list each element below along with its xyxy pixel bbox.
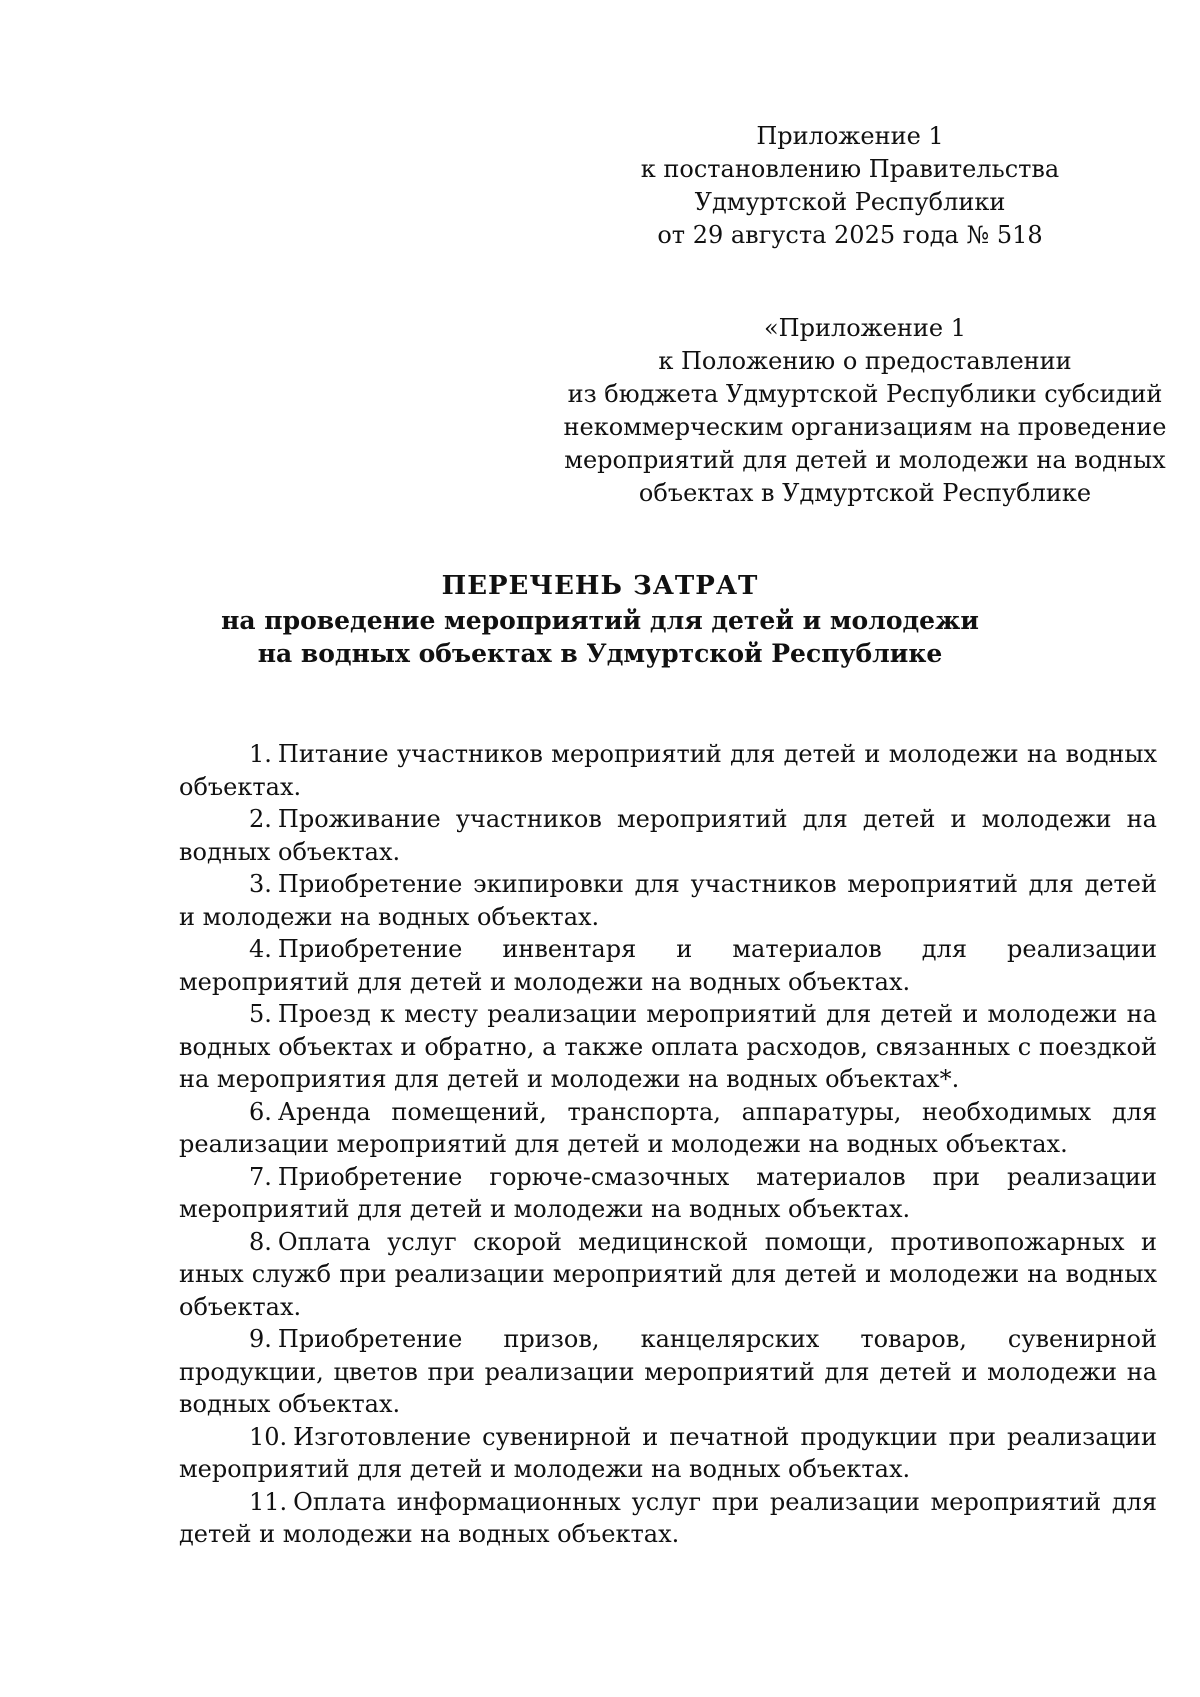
item-number: 4. [249,935,272,963]
cost-items-list [179,738,1157,1551]
list-item [179,738,1157,803]
item-number: 1. [249,740,272,768]
item-text: Изготовление сувенирной и печатной продукции при реализации мероприятий для детей и молодежи на водных объектах. [179,1422,1157,1483]
item-number: 2. [249,805,272,833]
list-item [179,998,1157,1096]
item-text: Приобретение инвентаря и материалов для реализации мероприятий для детей и молодежи на водных объектах. [179,935,1157,996]
list-item [179,1096,1157,1161]
item-number: 7. [249,1162,272,1191]
item-text: Приобретение горюче-смазочных материалов при реализации мероприятий для детей и молодежи на водных объектах. [179,1162,1157,1223]
item-number: 6. [249,1097,272,1126]
list-item [179,868,1157,933]
item-text: Аренда помещений, транспорта, аппаратуры, необходимых для реализации мероприятий для детей и молодежи на водных объектах. [179,1097,1157,1158]
annex-to-regulation-heading [560,312,1170,510]
list-item [179,1323,1157,1421]
annex-line: Приложение 1 [756,122,944,150]
item-number: 8. [249,1227,272,1256]
title-subline: на водных объектах в Удмуртской Республике [257,639,943,668]
list-item [179,1486,1157,1551]
annex-line: к постановлению Правительства [640,155,1060,183]
item-number: 9. [249,1325,272,1353]
list-item [179,1161,1157,1226]
list-item [179,803,1157,868]
item-text: Оплата информационных услуг при реализации мероприятий для детей и молодежи на водных объектах. [179,1487,1157,1548]
document-title [0,570,1200,670]
title-main: ПЕРЕЧЕНЬ ЗАТРАТ [441,571,759,601]
annex-line: объектах в Удмуртской Республике [638,479,1092,507]
item-text: Приобретение экипировки для участников мероприятий для детей и молодежи на водных объектах. [179,870,1157,931]
item-text: Проживание участников мероприятий для детей и молодежи на водных объектах. [179,805,1157,866]
item-text: Проезд к месту реализации мероприятий для детей и молодежи на водных объектах и обратно, а также оплата расходов, связанных с поездкой на мероприятия для детей и молодежи на водных объектах*. [179,1000,1157,1093]
annex-line: Удмуртской Республики [694,188,1006,216]
annex-line: мероприятий для детей и молодежи на водных [564,446,1166,474]
list-item [179,1226,1157,1324]
item-number: 5. [249,1000,272,1028]
annex-line: «Приложение 1 [763,314,967,342]
annex-line: к Положению о предоставлении [658,347,1072,375]
list-item [179,933,1157,998]
item-number: 11. [249,1487,288,1516]
item-text: Оплата услуг скорой медицинской помощи, противопожарных и иных служб при реализации мероприятий для детей и молодежи на водных объектах. [179,1227,1157,1321]
item-text: Питание участников мероприятий для детей и молодежи на водных объектах. [179,740,1157,801]
item-number: 10. [249,1422,288,1451]
list-item [179,1421,1157,1486]
item-text: Приобретение призов, канцелярских товаров, сувенирной продукции, цветов при реализации мероприятий для детей и молодежи на водных объектах. [179,1325,1157,1418]
item-number: 3. [249,870,272,898]
annex-line: некоммерческим организациям на проведение [563,413,1167,441]
annex-line: от 29 августа 2025 года № 518 [657,221,1043,249]
annex-line: из бюджета Удмуртской Республики субсидий [567,380,1163,408]
annex-to-order-heading [600,120,1100,252]
title-subline: на проведение мероприятий для детей и молодежи [221,606,979,635]
